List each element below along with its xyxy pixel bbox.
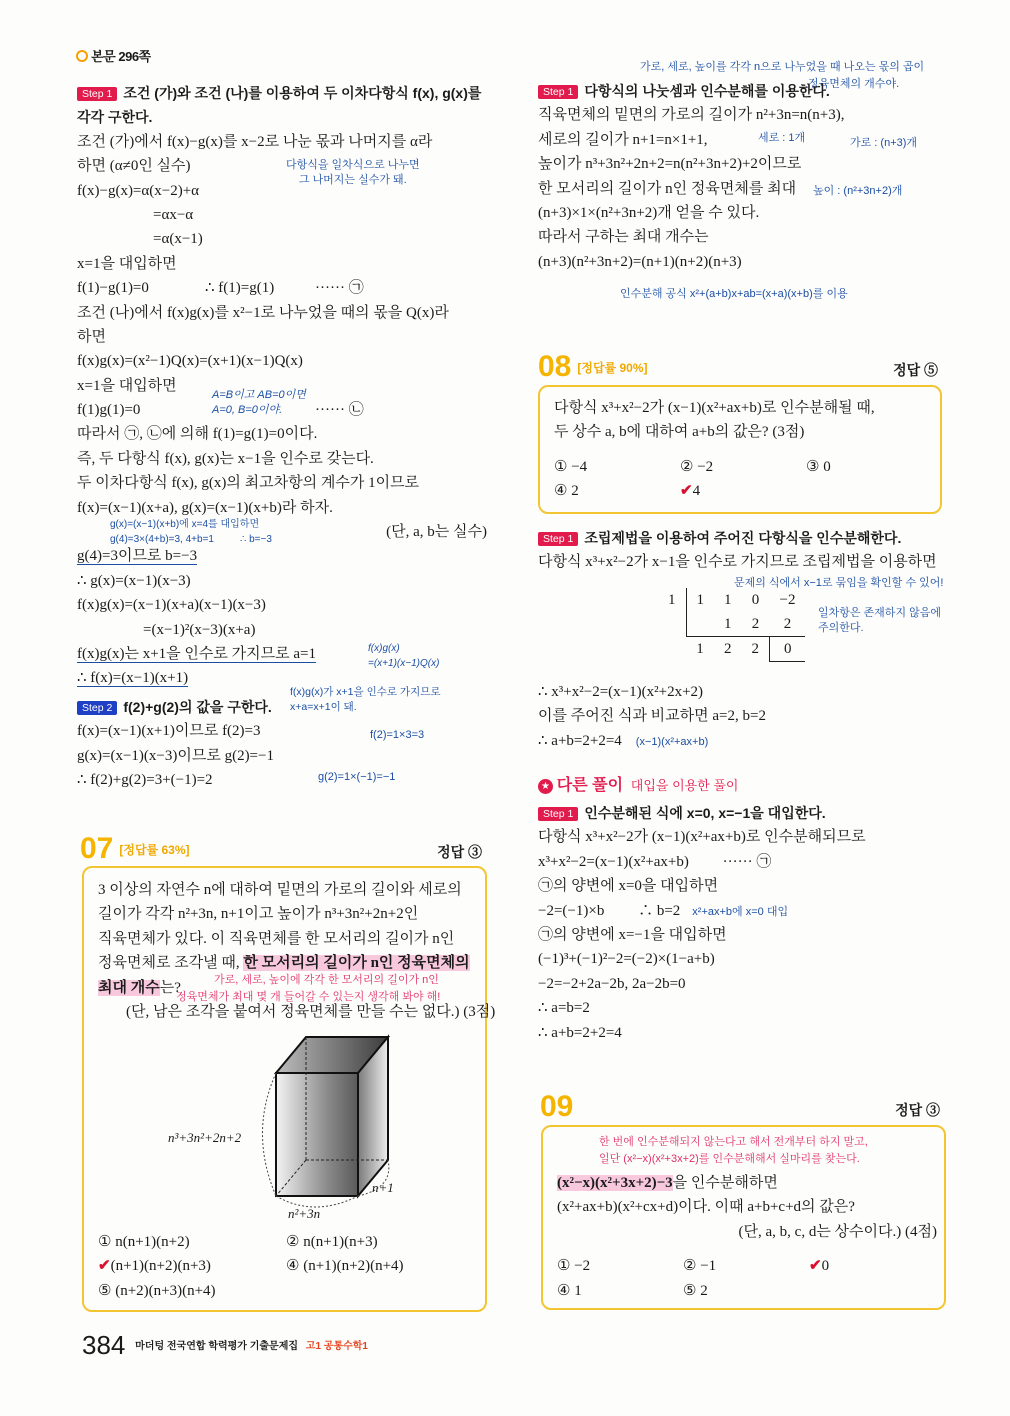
choice-3[interactable]: ③ 0 [806, 458, 831, 475]
annotation: 세로 : 1개 [758, 132, 806, 144]
text-line: =(x−1)²(x−3)(x+a) [143, 621, 256, 638]
text-line: 따라서 구하는 최대 개수는 [538, 229, 709, 246]
choice-3[interactable] [98, 1258, 211, 1274]
step1-title: 조립제법을 이용하여 주어진 다항식을 인수분해한다. [584, 530, 902, 546]
condition-text: (단, a, b는 실수) [386, 524, 487, 541]
solution-07 [538, 79, 948, 274]
answer-label: 정답 ⑤ [893, 362, 938, 378]
text-line: 다항식 x³+x²−2가 (x−1)(x²+ax+b)로 인수분해되므로 [538, 829, 866, 846]
text-line: x=1을 대입하면 [77, 255, 177, 272]
text-line: x³+x²−2=(x−1)(x²+ax+b) ······ ㉠ [538, 853, 772, 870]
annotation-line: ∴ b=−3 [239, 534, 272, 545]
question-line: 두 상수 a, b에 대하여 a+b의 값은? (3점) [554, 424, 805, 441]
choice-text: (n+1)(n+2)(n+3) [110, 1258, 211, 1275]
question-line: 3 이상의 자연수 n에 대하여 밑면의 가로의 길이와 세로의 [98, 882, 462, 898]
text-line: −2=−2+2a−2b, 2a−2b=0 [538, 975, 686, 992]
text-line: f(x)g(x)=(x−1)(x+a)(x−1)(x−3) [77, 597, 266, 614]
choice-5[interactable] [680, 479, 700, 503]
annotation: (x−1)(x²+ax+b) [635, 735, 709, 748]
annotation-line: A=0, B=0이야. [212, 404, 283, 416]
step1-heading [538, 801, 948, 825]
choice-1[interactable]: ① −2 [557, 1258, 591, 1275]
sd-cell: 2 [742, 612, 770, 637]
text-line: =α(x−1) [153, 231, 203, 248]
equation: f(1)g(1)=0 [77, 402, 141, 419]
step1-heading [538, 526, 948, 550]
sd-cell: 2 [724, 640, 732, 657]
step1-heading [538, 79, 948, 103]
check-mark-icon: ✔ [809, 1258, 822, 1275]
sd-cell: 2 [751, 640, 759, 657]
text-line: 즉, 두 다항식 f(x), g(x)는 x−1을 인수로 갖는다. [77, 450, 374, 467]
check-mark-icon: ✔ [98, 1258, 111, 1275]
alt-solution [538, 801, 948, 1045]
page-reference [76, 46, 151, 65]
solution-08-result [538, 680, 948, 753]
step1-badge: Step 1 [538, 532, 578, 546]
question-07-box [82, 866, 496, 1312]
annotation: 가로 : (n+3)개 [850, 137, 918, 149]
text-line: 직육면체의 밑면의 가로의 길이가 n²+3n=n(n+3), [538, 107, 845, 124]
annotation: x²+ax+b에 x=0 대입 [692, 905, 789, 918]
annotation [286, 158, 420, 188]
annotation-line: A=B이고 AB=0이면 [212, 389, 306, 401]
annotation: 일단 (x²−x)(x²+3x+2)를 인수분해해서 실마리를 찾는다. [599, 1153, 860, 1165]
annotation: g(2)=1×(−1)=−1 [318, 771, 396, 783]
highlighted-text: 최대 개수 [98, 979, 160, 996]
choice-2[interactable]: ② −1 [683, 1258, 717, 1275]
label-b: ······ ㉡ [315, 402, 364, 419]
sd-cell: 1 [696, 640, 704, 657]
text-line [77, 276, 487, 300]
sd-remainder: 0 [770, 637, 806, 662]
equation: f(1)−g(1)=0 [77, 280, 149, 297]
step1-title: 조건 (가)와 조건 (나)를 이용하여 두 이차다항식 f(x), g(x)를 [123, 85, 482, 101]
text-line [538, 899, 948, 923]
annotation: 높이 : (n²+3n+2)개 [813, 185, 903, 197]
choice-text: 4 [692, 483, 701, 500]
annotation-line: 다항식을 일차식으로 나누면 [286, 159, 420, 171]
question-08-box [538, 385, 942, 514]
question-text: 을 인수분해하면 [672, 1175, 778, 1191]
choices [98, 1230, 478, 1303]
question-08-header [538, 352, 938, 382]
annotation: 정육면체가 최대 몇 개 들어갈 수 있는지 생각해 봐야 해! [176, 991, 441, 1003]
star-circle-icon: ★ [538, 779, 553, 794]
annotation: 인수분해 공식 x²+(a+b)x+ab=(x+a)(x+b)를 이용 [620, 288, 848, 300]
sd-root: 1 [668, 591, 676, 608]
annotation-line: 일차항은 존재하지 않음에 [818, 607, 941, 619]
text-line: =αx−α [153, 206, 194, 223]
annotation: 정육면체의 개수야. [808, 78, 900, 90]
choice-3[interactable] [809, 1254, 829, 1278]
sd-cell: −2 [779, 591, 796, 608]
step2-title: f(2)+g(2)의 값을 구한다. [123, 698, 272, 715]
question-09-header [540, 1092, 940, 1122]
depth-label: n+1 [372, 1180, 394, 1195]
text-line: ∴ a=b=2 [538, 1000, 590, 1017]
answer-label: 정답 ③ [895, 1102, 940, 1118]
question-condition: (단, 남은 조각을 붙여서 정육면체를 만들 수는 없다.) (3점) [126, 1003, 496, 1020]
text-line: 한 모서리의 길이가 n인 정육면체를 최대 [538, 180, 797, 197]
equation: g(4)=3이므로 b=−3 [77, 548, 198, 565]
width-label: n²+3n [288, 1206, 321, 1221]
annotation [818, 606, 941, 636]
text-line: ∴ g(x)=(x−1)(x−3) [77, 572, 191, 589]
annotation: 문제의 식에서 x−1로 묶임을 확인할 수 있어! [734, 577, 944, 589]
annotation-line: f(x)g(x)가 x+1을 인수로 가지므로 [290, 686, 441, 698]
text-line [538, 729, 948, 753]
choice-1[interactable]: ① n(n+1)(n+2) [98, 1234, 190, 1250]
text-line: f(x)−g(x)=α(x−2)+α [77, 182, 200, 199]
alt-solution-heading [538, 772, 738, 795]
text-line: 높이가 n³+3n²+2n+2=n(n²+3n+2)+2이므로 [538, 156, 802, 173]
annotation-line: =(x+1)(x−1)Q(x) [368, 658, 440, 669]
text-line: 다항식 x³+x²−2가 x−1을 인수로 가지므로 조립제법을 이용하면 [538, 554, 937, 571]
annotation-line: g(x)=(x−1)(x+b)에 x=4를 대입하면 [110, 519, 260, 530]
question-line [98, 951, 478, 975]
text-line: g(x)=(x−1)(x−3)이므로 g(2)=−1 [77, 747, 274, 764]
page-reference-text: 본문 296쪽 [91, 49, 151, 64]
alt-title: 다른 풀이 [556, 777, 624, 794]
label-a: ······ ㉠ [315, 280, 364, 297]
text-line: ㉠의 양변에 x=0을 대입하면 [538, 878, 719, 895]
step1-title: 인수분해된 식에 x=0, x=−1을 대입한다. [584, 805, 826, 821]
text-line: (−1)³+(−1)²−2=(−2)×(1−a+b) [538, 951, 715, 968]
annotation [368, 641, 439, 671]
annotation: 한 번에 인수분해되지 않는다고 해서 전개부터 하지 말고, [599, 1136, 868, 1148]
choice-5[interactable]: ⑤ (n+2)(n+3)(n+4) [98, 1282, 216, 1299]
choice-5[interactable]: ⑤ 2 [683, 1282, 708, 1299]
question-line: 다항식 x³+x²−2가 (x−1)(x²+ax+b)로 인수분해될 때, [554, 400, 875, 416]
annotation-line: f(x)g(x) [368, 643, 400, 654]
synthetic-division [658, 588, 805, 662]
choice-2[interactable]: ② −2 [680, 458, 714, 475]
text-line: x=1을 대입하면 [77, 377, 177, 394]
step2-badge: Step 2 [77, 701, 117, 715]
highlighted-text: 한 모서리의 길이가 n인 정육면체의 [243, 955, 470, 972]
question-line: (x²+ax+b)(x²+cx+d)이다. 이때 a+b+c+d의 값은? [557, 1199, 855, 1216]
annotation [110, 517, 272, 547]
question-line: 직육면체가 있다. 이 직육면체를 한 모서리의 길이가 n인 [98, 930, 455, 947]
text-line: 조건 (나)에서 f(x)g(x)를 x²−1로 나누었을 때의 몫을 Q(x)라 [77, 304, 449, 321]
text-line: f(x)=(x−1)(x+a), g(x)=(x−1)(x+b)라 하자. [77, 499, 333, 516]
text-line: 하면 (α≠0인 실수) [77, 158, 191, 175]
correct-rate: [정답률 90%] [577, 361, 648, 375]
question-text: 는? [159, 979, 181, 996]
text-line: 두 이차다항식 f(x), g(x)의 최고차항의 계수가 1이므로 [77, 475, 420, 492]
text-line: f(x)g(x)=(x²−1)Q(x)=(x+1)(x−1)Q(x) [77, 353, 303, 370]
question-09-box [541, 1125, 946, 1310]
question-line [557, 1171, 937, 1195]
annotation [212, 388, 306, 418]
sd-cell: 0 [751, 591, 760, 608]
choice-4[interactable]: ④ 2 [554, 483, 579, 500]
text-line: 따라서 ㉠, ㉡에 의해 f(1)=g(1)=0이다. [77, 426, 318, 443]
highlighted-text: (x²−x)(x²+3x+2)−3 [557, 1175, 673, 1191]
step1-badge: Step 1 [77, 87, 117, 101]
text-line: (n+3)×1×(n²+3n+2)개 얻을 수 있다. [538, 204, 760, 221]
text-line: (n+3)(n²+3n+2)=(n+1)(n+2)(n+3) [538, 253, 742, 270]
annotation-line: g(4)=3×(4+b)=3, 4+b=1 [110, 534, 214, 545]
alt-subtitle: 대입을 이용한 풀이 [630, 778, 739, 793]
equation: ∴ a+b=2+2=4 [538, 732, 622, 749]
text-line: f(x)=(x−1)(x+1)이므로 f(2)=3 [77, 723, 261, 740]
sd-cell: 1 [714, 612, 742, 637]
step1-title: 다항식의 나눗셈과 인수분해를 이용한다. [584, 83, 830, 99]
question-07-header [80, 834, 482, 864]
text-line: ∴ a+b=2+2=4 [538, 1024, 622, 1041]
annotation [290, 685, 441, 715]
text-line: 하면 [77, 328, 106, 345]
sd-cell: 1 [724, 591, 732, 608]
page-number: 384 [82, 1330, 126, 1360]
cuboid-figure [254, 1033, 414, 1233]
correct-rate: [정답률 63%] [119, 843, 190, 857]
annotation-line: 그 나머지는 실수가 돼. [298, 174, 407, 186]
step1-badge: Step 1 [538, 807, 578, 821]
text-line: 세로의 길이가 n+1=n×1+1, [538, 131, 708, 148]
text-line: 조건 (가)에서 f(x)−g(x)를 x−2로 나눈 몫과 나머지를 α라 [77, 133, 433, 150]
question-condition: (단, a, b, c, d는 상수이다.) (4점) [738, 1223, 937, 1240]
choice-4[interactable]: ④ 1 [557, 1282, 582, 1299]
step1-title-cont: 각각 구한다. [77, 109, 153, 126]
book-title: 마더텅 전국연합 학력평가 기출문제집 [135, 1341, 299, 1352]
choice-2[interactable]: ② n(n+1)(n+3) [286, 1234, 378, 1250]
height-label: n³+3n²+2n+2 [168, 1130, 242, 1145]
solution-08 [538, 526, 948, 575]
step1-heading [77, 81, 487, 105]
choice-1[interactable]: ① −4 [554, 458, 588, 475]
subject-label: 고1 공통수학1 [305, 1341, 368, 1352]
question-number: 09 [540, 1090, 574, 1123]
text-line: ㉠의 양변에 x=−1을 대입하면 [538, 926, 727, 943]
choice-4[interactable]: ④ (n+1)(n+2)(n+4) [286, 1258, 404, 1275]
annotation-line: x+a=x+1이 돼. [290, 701, 357, 713]
annotation-line: 주의한다. [818, 622, 864, 634]
annotation: 가로, 세로, 높이를 각각 n으로 나누었을 때 나오는 몫의 곱이 [640, 61, 925, 73]
answer-label: 정답 ③ [437, 844, 482, 860]
choice-text: 0 [821, 1258, 830, 1275]
equation: ∴ f(1)=g(1) [205, 280, 275, 297]
equation: −2=(−1)×b ∴ b=2 [538, 902, 681, 919]
text-line: ∴ f(2)+g(2)=3+(−1)=2 [77, 771, 213, 788]
text-line: 이를 주어진 식과 비교하면 a=2, b=2 [538, 708, 766, 725]
sd-cell: 1 [686, 588, 714, 612]
question-number: 07 [80, 832, 114, 865]
question-text: 정육면체로 조각낼 때, [98, 955, 240, 972]
annotation: f(2)=1×3=3 [370, 729, 425, 741]
text-line [77, 544, 487, 568]
sd-cell: 2 [770, 612, 806, 637]
question-line: 길이가 각각 n²+3n, n+1이고 높이가 n³+3n²+2n+2인 [98, 906, 419, 923]
step1-badge: Step 1 [538, 85, 578, 99]
annotation: 가로, 세로, 높이에 각각 한 모서리의 길이가 n인 [214, 974, 439, 986]
question-number: 08 [538, 350, 572, 383]
equation: ∴ f(x)=(x−1)(x+1) [77, 670, 189, 687]
text-line: ∴ x³+x²−2=(x−1)(x²+2x+2) [538, 684, 704, 700]
footer [82, 1330, 368, 1361]
check-mark-icon: ✔ [680, 483, 693, 500]
equation: f(x)g(x)는 x+1을 인수로 가지므로 a=1 [77, 645, 316, 662]
circle-bullet-icon [76, 50, 88, 62]
